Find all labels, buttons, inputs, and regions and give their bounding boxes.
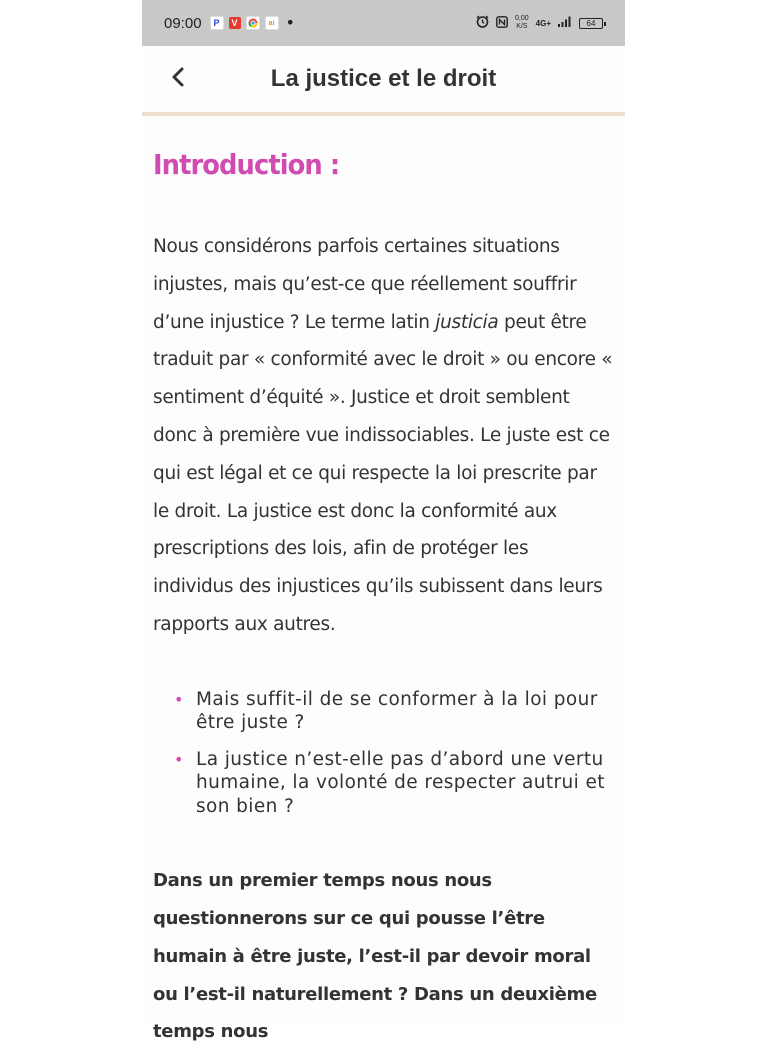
plan-paragraph: Dans un premier temps nous nous questionnerons sur ce qui pousse l’être humain à être juste, l’est-il par devoir moral ou l’est-il naturellement ? Dans un deuxième temps nous <box>153 870 597 1043</box>
battery-icon: 64 <box>579 18 603 29</box>
article-content <box>142 148 625 1051</box>
status-time: 09:00 <box>164 14 202 32</box>
alarm-icon <box>476 15 489 31</box>
phone-screen <box>142 0 625 1043</box>
nfc-icon <box>496 16 508 31</box>
network-type: 4G+ <box>535 18 551 28</box>
chrome-icon <box>246 16 260 30</box>
v-app-icon: V <box>229 17 241 29</box>
signal-icon <box>558 16 572 30</box>
p-app-icon: P <box>210 16 224 30</box>
back-button[interactable] <box>164 64 192 94</box>
chevron-left-icon <box>170 66 186 92</box>
app-header <box>142 46 625 116</box>
ai-app-icon: ai <box>265 16 279 30</box>
latin-term: justicia <box>435 311 499 333</box>
more-notifications-dot: • <box>285 13 295 32</box>
list-item: • Mais suffit-il de se conformer à la loi pour être juste ? <box>185 688 614 735</box>
intro-paragraph: Nous considérons parfois certaines situations injustes, mais qu’est-ce que réellement souffrir d’une injustice ? Le terme latin justicia peut être traduit par « conformité avec le droit » ou encore « sentiment d’équité ». Justice et droit semblent donc à première vue indissociables. Le juste est ce qui est légal et ce qui respecte la loi prescrite par le droit. La justice est donc la conformité aux prescriptions des lois, afin de protéger les individus des injustices qu’ils subissent dans leurs rapports aux autres. <box>153 236 613 635</box>
section-title: Introduction : <box>153 148 340 181</box>
list-item: • La justice n’est-elle pas d’abord une vertu humaine, la volonté de respecter autrui et son bien ? <box>185 748 614 819</box>
network-speed: 0,00 K/S <box>515 15 529 30</box>
questions-list <box>153 688 614 819</box>
status-bar <box>142 0 625 46</box>
page-title: La justice et le droit <box>270 65 497 92</box>
